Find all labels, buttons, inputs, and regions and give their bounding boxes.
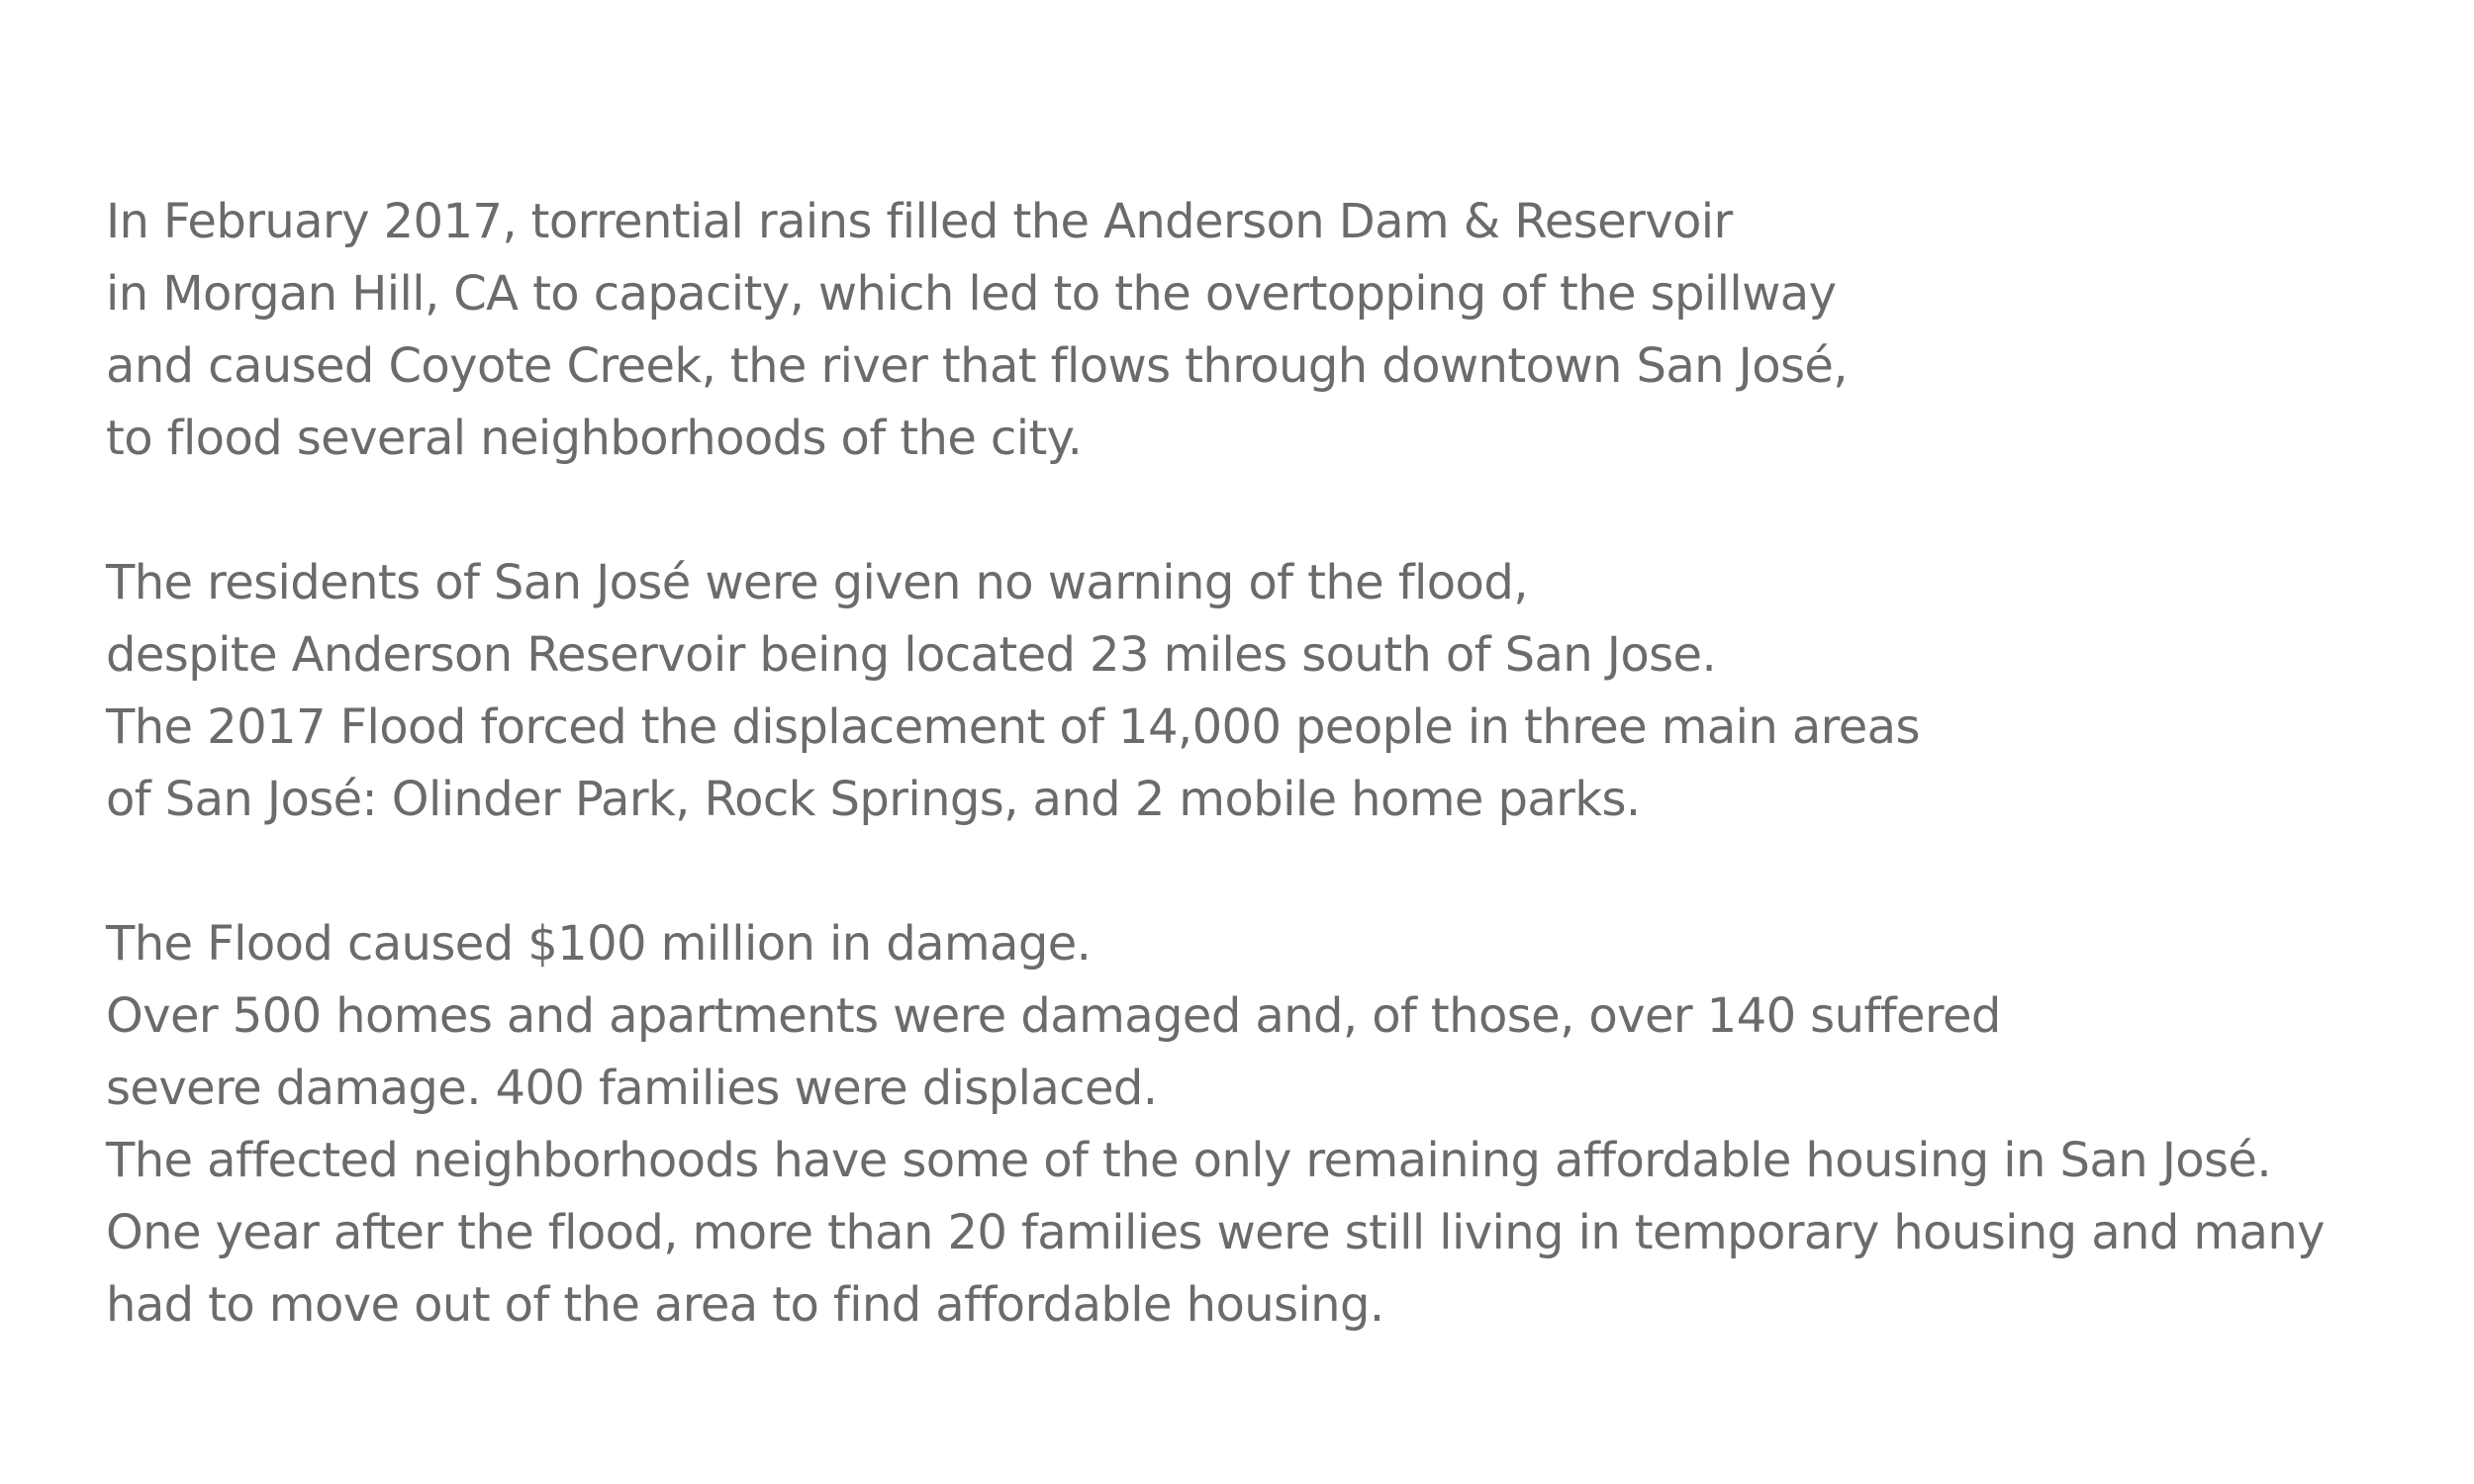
text-line: The residents of San José were given no warning of the flood,: [106, 555, 1528, 610]
text-line: The Flood caused $100 million in damage.: [106, 916, 1092, 972]
paragraph-displacement: [106, 547, 2461, 836]
text-line: In February 2017, torrential rains filled the Anderson Dam & Reservoir: [106, 194, 1733, 249]
text-line: despite Anderson Reservoir being located 23 miles south of San Jose.: [106, 627, 1717, 683]
text-line: One year after the flood, more than 20 families were still living in temporary housing and many: [106, 1205, 2325, 1260]
text-line: of San José: Olinder Park, Rock Springs, and 2 mobile home parks.: [106, 772, 1641, 827]
paragraph-damage: [106, 908, 2461, 1342]
body-text: [106, 186, 2461, 1342]
text-line: and caused Coyote Creek, the river that flows through downtown San José,: [106, 338, 1848, 394]
text-line: in Morgan Hill, CA to capacity, which led to the overtopping of the spillway: [106, 266, 1837, 322]
paragraph-dam-overtopping: [106, 186, 2461, 475]
text-line: severe damage. 400 families were displaced.: [106, 1061, 1158, 1116]
text-line: Over 500 homes and apartments were damaged and, of those, over 140 suffered: [106, 988, 2001, 1044]
text-line: The affected neighborhoods have some of the only remaining affordable housing in San José.: [106, 1133, 2272, 1188]
text-line: The 2017 Flood forced the displacement of 14,000 people in three main areas: [106, 699, 1920, 755]
text-line: had to move out of the area to find affordable housing.: [106, 1277, 1384, 1333]
text-line: to flood several neighborhoods of the city.: [106, 411, 1083, 466]
